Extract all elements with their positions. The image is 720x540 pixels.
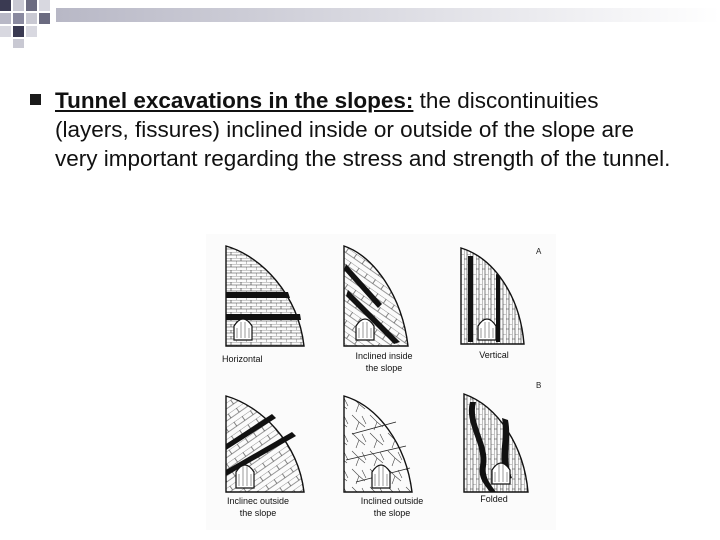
panel-label-folded: Folded	[480, 494, 508, 504]
panel-label-vertical: Vertical	[479, 350, 509, 360]
row-label-a: A	[536, 247, 542, 256]
panel-label-inclined-outside-2b: the slope	[373, 508, 411, 518]
row-label-b: B	[536, 381, 542, 390]
tunnel-figure	[206, 234, 556, 530]
bullet-square-icon	[30, 94, 41, 105]
panel-label-inclined-inside-2: the slope	[365, 363, 403, 373]
bullet-heading: Tunnel excavations in the slopes:	[55, 88, 414, 113]
bullet-body: the discontinuities (layers, fissures) inclined inside or outside of the slope are very important regarding the stress and strength of the tunnel.	[55, 88, 671, 171]
bullet-text	[55, 86, 675, 173]
panel-label-inclined-outside-1b: the slope	[239, 508, 277, 518]
panel-label-inclined-outside-2a: Inclined outside	[360, 496, 424, 506]
header-decoration	[0, 0, 720, 48]
panel-label-inclined-inside-1: Inclined inside	[355, 351, 413, 361]
panel-label-inclined-outside-1a: Inclinec outside	[226, 496, 290, 506]
panel-label-horizontal: Horizontal	[222, 354, 263, 364]
